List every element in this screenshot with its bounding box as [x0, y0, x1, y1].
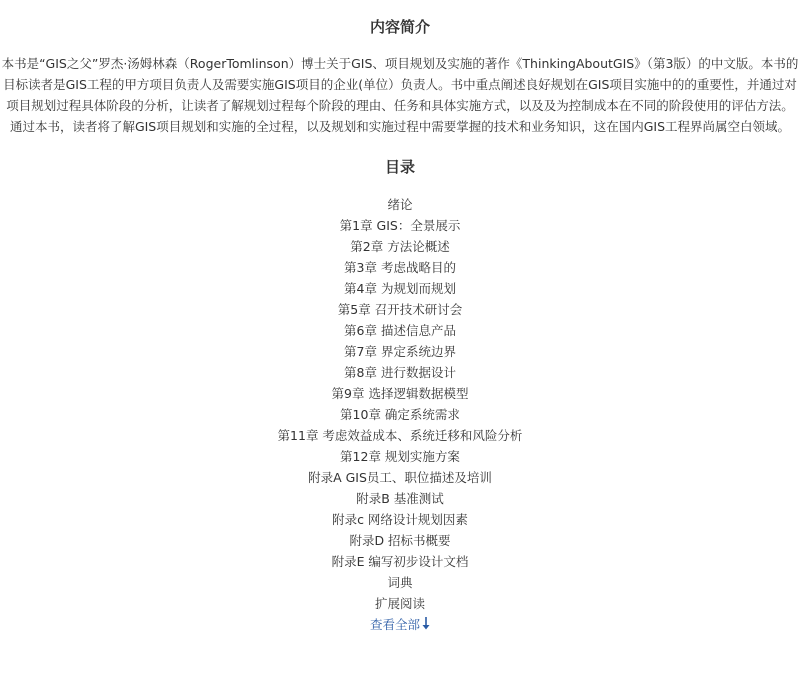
toc-item: 附录c 网络设计规划因素: [332, 512, 468, 527]
toc-item: 第11章 考虑效益成本、系统迁移和风险分析: [277, 428, 523, 443]
intro-paragraph-2: 通过本书，读者将了解GIS项目规划和实施的全过程，以及规划和实施过程中需要掌握的技术和业务知识，这在国内GIS工程界尚属空白领域。: [9, 119, 791, 134]
intro-text: [0, 53, 800, 137]
intro-heading: 内容简介: [369, 18, 430, 36]
toc-item: 第8章 进行数据设计: [344, 365, 456, 380]
toc-item: 第1章 GIS：全景展示: [339, 218, 461, 233]
toc-item: 第9章 选择逻辑数据模型: [331, 386, 469, 401]
toc-item: 第4章 为规划而规划: [344, 281, 456, 296]
toc-item: 第7章 界定系统边界: [344, 344, 456, 359]
toc-item: 附录E 编写初步设计文档: [331, 554, 469, 569]
toc-item: 第6章 描述信息产品: [344, 323, 456, 338]
toc-item: 第3章 考虑战略目的: [344, 260, 456, 275]
toc-item: 词典: [387, 575, 413, 590]
toc-item: 第2章 方法论概述: [350, 239, 450, 254]
toc-item: 附录B 基准测试: [356, 491, 444, 506]
intro-paragraph-1: 本书是“GIS之父”罗杰·汤姆林森（RogerTomlinson）博士关于GIS、项目规划及实施的著作《ThinkingAboutGIS》（第3版）的中文版。本书的目标读者是GIS工程的甲方项目负责人及需要实施GIS项目的企业(单位）负责人。书中重点阐述良好规划在GIS项目实施中的的重要性，并通过对项目规划过程具体阶段的分析，让读者了解规划过程每个阶段的理由、任务和具体实施方式，以及及为控制成本在不同的阶段使用的评估方法。: [1, 56, 799, 113]
toc-item: 附录D 招标书概要: [349, 533, 451, 548]
toc-item: 扩展阅读: [374, 596, 425, 611]
show-all-label: 查看全部: [369, 617, 420, 632]
toc-item: 第12章 规划实施方案: [340, 449, 460, 464]
toc-item: 附录A GIS员工、职位描述及培训: [308, 470, 492, 485]
toc-item: 第10章 确定系统需求: [340, 407, 460, 422]
show-all-link[interactable]: [0, 614, 800, 636]
toc-item: 第5章 召开技术研讨会: [337, 302, 463, 317]
arrow-down-icon: [422, 615, 430, 636]
toc-item: 绪论: [387, 197, 413, 212]
toc-list: [0, 194, 800, 614]
toc-heading: 目录: [384, 158, 415, 176]
